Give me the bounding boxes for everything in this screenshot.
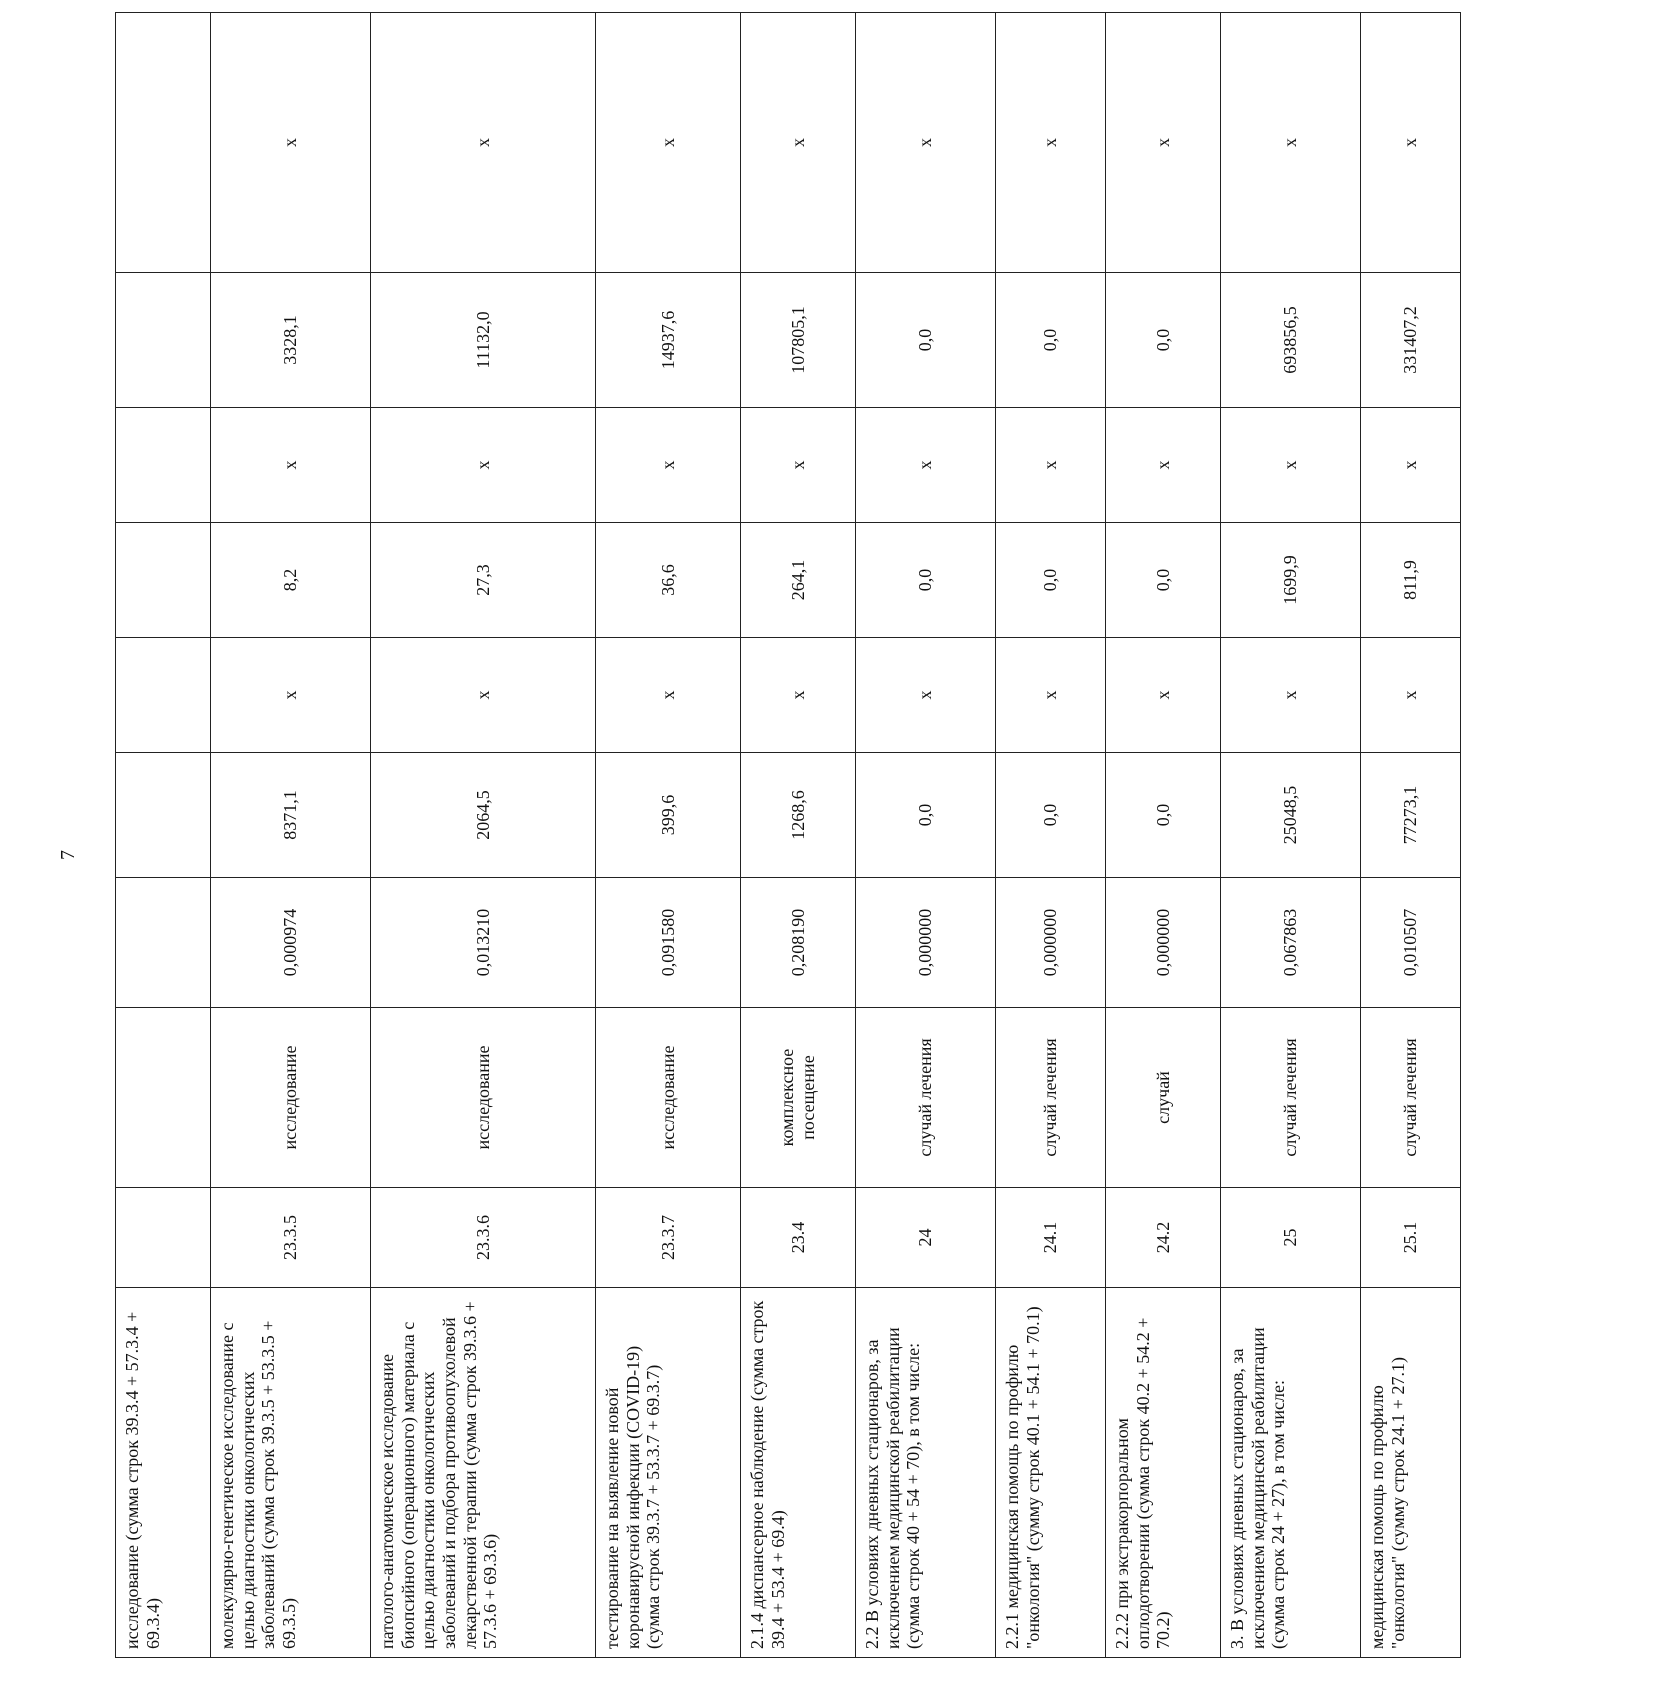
row-unit-cell: случай лечения [996, 1008, 1106, 1188]
row-cost-cell: 399,6 [596, 753, 741, 878]
row-volume-cell: 0,000000 [856, 878, 996, 1008]
row-total-mark-cell: х [1106, 408, 1221, 523]
row-sum-cell: 3328,1 [211, 273, 371, 408]
row-cost-mark-cell [116, 638, 211, 753]
table-row [211, 13, 371, 1658]
row-cost-cell: 2064,5 [371, 753, 596, 878]
row-cost-mark-cell: х [996, 638, 1106, 753]
row-name-cell: 2.2 В условиях дневных стационаров, за исключением медицинской реабилитации (сумма строк 40 + 54 + 70), в том числе: [856, 1288, 996, 1658]
row-sum-mark-cell: х [596, 13, 741, 273]
row-sum-mark-cell: х [741, 13, 856, 273]
row-unit-cell: исследование [371, 1008, 596, 1188]
row-sum-cell: 11132,0 [371, 273, 596, 408]
row-code-cell: 24.2 [1106, 1188, 1221, 1288]
row-cost-cell [116, 753, 211, 878]
table-row [996, 13, 1106, 1658]
row-name-cell: молекулярно-генетическое исследование с целью диагностики онкологических заболеваний (сумма строк 39.3.5 + 53.3.5 + 69.3.5) [211, 1288, 371, 1658]
row-total-mark-cell: х [1361, 408, 1461, 523]
row-total-mark-cell: х [996, 408, 1106, 523]
row-cost-mark-cell: х [211, 638, 371, 753]
table-body [116, 13, 1461, 1658]
row-unit-cell: случай лечения [1221, 1008, 1361, 1188]
row-name-cell: 3. В условиях дневных стационаров, за исключением медицинской реабилитации (сумма строк 24 + 27), в том числе: [1221, 1288, 1361, 1658]
row-total-mark-cell: х [596, 408, 741, 523]
row-total-cell [116, 523, 211, 638]
row-unit-cell [116, 1008, 211, 1188]
row-total-cell: 264,1 [741, 523, 856, 638]
row-cost-cell: 77273,1 [1361, 753, 1461, 878]
row-sum-mark-cell: х [371, 13, 596, 273]
row-volume-cell: 0,000000 [996, 878, 1106, 1008]
row-cost-mark-cell: х [371, 638, 596, 753]
table-row [371, 13, 596, 1658]
row-total-cell: 0,0 [856, 523, 996, 638]
row-code-cell: 25.1 [1361, 1188, 1461, 1288]
row-total-cell: 811,9 [1361, 523, 1461, 638]
row-name-cell: 2.2.1 медицинская помощь по профилю "онкология" (сумму строк 40.1 + 54.1 + 70.1) [996, 1288, 1106, 1658]
row-code-cell: 24.1 [996, 1188, 1106, 1288]
row-sum-mark-cell: х [1361, 13, 1461, 273]
table-container [115, 113, 1660, 1649]
row-volume-cell: 0,208190 [741, 878, 856, 1008]
row-cost-cell: 1268,6 [741, 753, 856, 878]
row-total-mark-cell: х [1221, 408, 1361, 523]
row-sum-cell: 0,0 [856, 273, 996, 408]
row-cost-mark-cell: х [1106, 638, 1221, 753]
rotated-table-frame [115, 113, 1435, 1658]
row-sum-cell: 14937,6 [596, 273, 741, 408]
row-cost-cell: 25048,5 [1221, 753, 1361, 878]
row-cost-cell: 0,0 [1106, 753, 1221, 878]
row-volume-cell: 0,010507 [1361, 878, 1461, 1008]
row-code-cell: 23.3.7 [596, 1188, 741, 1288]
table-row [1106, 13, 1221, 1658]
row-total-cell: 0,0 [996, 523, 1106, 638]
row-volume-cell: 0,013210 [371, 878, 596, 1008]
row-sum-cell: 0,0 [996, 273, 1106, 408]
page-number: 7 [56, 850, 79, 860]
row-sum-mark-cell [116, 13, 211, 273]
row-volume-cell: 0,091580 [596, 878, 741, 1008]
row-cost-cell: 0,0 [856, 753, 996, 878]
row-total-cell: 27,3 [371, 523, 596, 638]
row-volume-cell: 0,000974 [211, 878, 371, 1008]
row-unit-cell: случай лечения [1361, 1008, 1461, 1188]
row-total-cell: 36,6 [596, 523, 741, 638]
row-sum-cell: 693856,5 [1221, 273, 1361, 408]
row-cost-mark-cell: х [596, 638, 741, 753]
row-total-cell: 0,0 [1106, 523, 1221, 638]
row-sum-cell [116, 273, 211, 408]
row-total-mark-cell: х [741, 408, 856, 523]
row-code-cell: 23.3.5 [211, 1188, 371, 1288]
row-sum-mark-cell: х [211, 13, 371, 273]
row-sum-cell: 331407,2 [1361, 273, 1461, 408]
row-cost-mark-cell: х [1221, 638, 1361, 753]
row-name-cell: тестирование на выявление новой коронавирусной инфекции (COVID-19) (сумма строк 39.3.7 + 53.3.7 + 69.3.7) [596, 1288, 741, 1658]
row-cost-cell: 0,0 [996, 753, 1106, 878]
row-code-cell: 24 [856, 1188, 996, 1288]
row-sum-cell: 107805,1 [741, 273, 856, 408]
row-name-cell: 2.2.2 при экстракорпоральном оплодотворении (сумма строк 40.2 + 54.2 + 70.2) [1106, 1288, 1221, 1658]
row-total-cell: 1699,9 [1221, 523, 1361, 638]
financial-table [115, 12, 1461, 1658]
row-name-cell: исследование (сумма строк 39.3.4 + 57.3.4 + 69.3.4) [116, 1288, 211, 1658]
row-total-mark-cell: х [211, 408, 371, 523]
row-name-cell: медицинская помощь по профилю "онкология" (сумму строк 24.1 + 27.1) [1361, 1288, 1461, 1658]
row-unit-cell: исследование [211, 1008, 371, 1188]
row-code-cell: 23.4 [741, 1188, 856, 1288]
row-sum-mark-cell: х [1106, 13, 1221, 273]
row-sum-mark-cell: х [1221, 13, 1361, 273]
table-row [116, 13, 211, 1658]
row-name-cell: 2.1.4 диспансерное наблюдение (сумма строк 39.4 + 53.4 + 69.4) [741, 1288, 856, 1658]
row-sum-mark-cell: х [996, 13, 1106, 273]
row-name-cell: патолого-анатомическое исследование биопсийного (операционного) материала с целью диагностики онкологических заболеваний и подбора противоопухолевой лекарственной терапии (сумма строк 39.3.6 + 57.3.6 + 69.3.6) [371, 1288, 596, 1658]
row-sum-mark-cell: х [856, 13, 996, 273]
row-cost-cell: 8371,1 [211, 753, 371, 878]
row-volume-cell: 0,000000 [1106, 878, 1221, 1008]
table-row [596, 13, 741, 1658]
row-code-cell: 25 [1221, 1188, 1361, 1288]
row-code-cell: 23.3.6 [371, 1188, 596, 1288]
table-row [741, 13, 856, 1658]
row-total-mark-cell: х [371, 408, 596, 523]
row-unit-cell: комплексное посещение [741, 1008, 856, 1188]
row-unit-cell: исследование [596, 1008, 741, 1188]
table-row [856, 13, 996, 1658]
row-code-cell [116, 1188, 211, 1288]
row-cost-mark-cell: х [1361, 638, 1461, 753]
table-row [1221, 13, 1361, 1658]
row-unit-cell: случай [1106, 1008, 1221, 1188]
row-total-cell: 8,2 [211, 523, 371, 638]
row-volume-cell: 0,067863 [1221, 878, 1361, 1008]
row-cost-mark-cell: х [856, 638, 996, 753]
row-total-mark-cell [116, 408, 211, 523]
row-cost-mark-cell: х [741, 638, 856, 753]
row-volume-cell [116, 878, 211, 1008]
row-sum-cell: 0,0 [1106, 273, 1221, 408]
row-total-mark-cell: х [856, 408, 996, 523]
row-unit-cell: случай лечения [856, 1008, 996, 1188]
table-row [1361, 13, 1461, 1658]
